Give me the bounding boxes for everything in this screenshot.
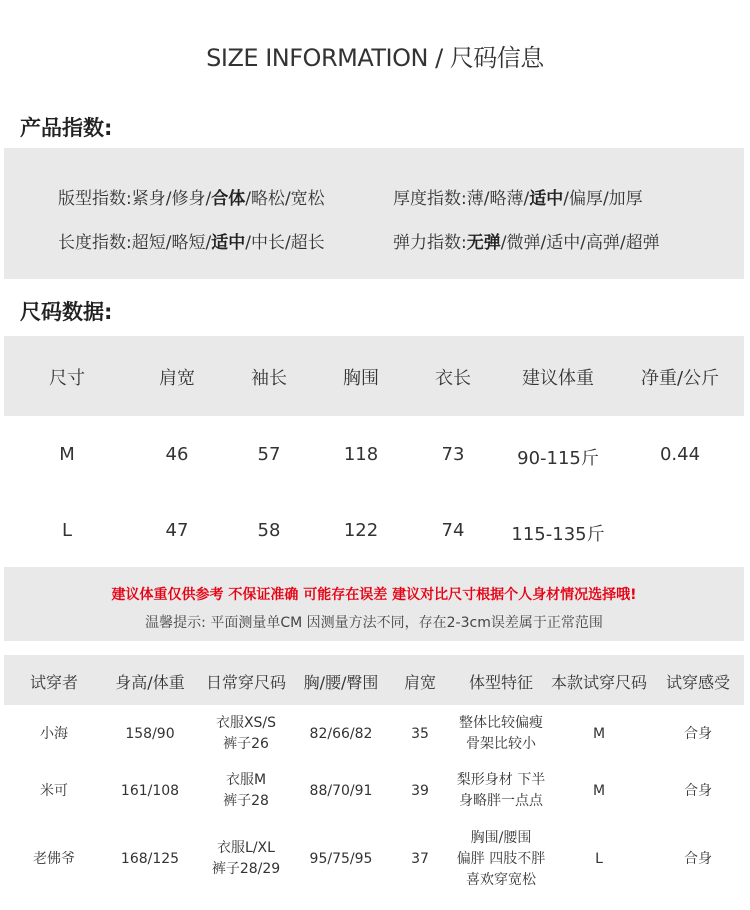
cell-line: 喜欢穿宽松 (465, 871, 536, 888)
cell-line: 裤子28 (223, 793, 269, 809)
index-option: 略薄 (489, 189, 524, 209)
index-option: 紧身 (131, 189, 166, 209)
index-label: 弹力指数: (393, 233, 467, 253)
size-cell: 57 (257, 444, 281, 465)
length-index: 长度指数:超短/略短/适中/中长/超长 (58, 233, 325, 253)
size-col-header: 尺寸 (49, 368, 85, 389)
thickness-index: 厚度指数:薄/略薄/适中/偏厚/加厚 (393, 189, 643, 209)
cell-line: 整体比较偏瘦 (459, 715, 543, 731)
weight-warning: 建议体重仅供参考 不保证准确 可能存在误差 建议对比尺寸根据个人身材情况选择哦! (111, 587, 637, 603)
try-cell-usual-size (212, 838, 280, 880)
cell-line: 衣服L/XL (217, 840, 275, 856)
try-cell-feel (684, 724, 712, 745)
try-cell-tried-size (593, 724, 605, 745)
size-cell: 46 (165, 444, 189, 465)
size-cell: 90-115斤 (517, 448, 599, 469)
index-option-selected: 适中 (529, 189, 564, 209)
try-col-header: 身高/体重 (115, 673, 185, 692)
size-notice (4, 567, 744, 641)
index-option: 宽松 (290, 189, 325, 209)
try-col-header: 体型特征 (468, 673, 534, 692)
index-option: 略短 (171, 233, 206, 253)
cell-line: 37 (411, 850, 429, 867)
cell-line: 小海 (40, 725, 68, 742)
try-cell-body (457, 828, 545, 891)
index-option: 加厚 (608, 189, 643, 209)
index-option-selected: 无弹 (466, 233, 501, 253)
cell-line: M (592, 725, 606, 742)
try-col-header: 本款试穿尺码 (550, 673, 648, 692)
try-cell-shoulder (411, 724, 429, 745)
try-cell-feel (684, 781, 712, 802)
cell-line: 衣服M (225, 772, 267, 788)
index-option: 偏厚 (568, 189, 603, 209)
try-cell-feel (684, 849, 712, 870)
index-option: 微弹 (506, 233, 541, 253)
cell-line: 衣服XS/S (215, 715, 277, 731)
size-cell: 74 (441, 520, 465, 541)
cell-line: 合身 (684, 850, 712, 867)
try-cell-bwh (310, 849, 373, 870)
cell-line: L (595, 850, 603, 867)
try-col-header: 试穿者 (29, 673, 79, 692)
size-cell: L (61, 520, 73, 541)
size-cell: 58 (257, 520, 281, 541)
cell-line: 裤子28/29 (211, 861, 281, 877)
size-cell: 115-135斤 (511, 524, 605, 545)
try-cell-name (40, 781, 68, 802)
try-cell-height-weight (121, 781, 179, 802)
cell-line: 老佛爷 (33, 850, 75, 867)
try-cell-tried-size (593, 781, 605, 802)
cell-line: 168/125 (120, 850, 180, 867)
table-row (4, 520, 744, 560)
size-table-header (4, 336, 744, 416)
try-cell-usual-size (223, 770, 269, 812)
size-cell: 73 (441, 444, 465, 465)
try-cell-tried-size (595, 849, 603, 870)
cell-line: 158/90 (125, 725, 175, 742)
index-option: 略松 (250, 189, 285, 209)
cell-line: 胸围/腰围 (470, 829, 532, 846)
measurement-tip: 温馨提示: 平面测量单CM 因测量方法不同，存在2-3cm误差属于正常范围 (145, 615, 603, 631)
try-cell-usual-size (216, 713, 276, 755)
cell-line: 35 (411, 725, 429, 742)
table-row (4, 826, 744, 892)
try-col-header: 试穿感受 (665, 673, 731, 692)
cell-line: 裤子26 (223, 736, 269, 752)
fit-index: 版型指数:紧身/修身/合体/略松/宽松 (58, 189, 325, 209)
size-cell: M (59, 444, 75, 465)
size-col-header: 肩宽 (159, 368, 195, 389)
size-cell: 47 (165, 520, 189, 541)
size-col-header: 袖长 (251, 368, 287, 389)
index-option: 超长 (290, 233, 325, 253)
try-cell-body (459, 713, 543, 755)
index-label: 版型指数: (58, 189, 132, 209)
try-cell-name (33, 849, 75, 870)
index-option: 修身 (171, 189, 206, 209)
index-option-selected: 适中 (211, 233, 246, 253)
index-option: 薄 (466, 189, 484, 209)
cell-line: 合身 (684, 725, 712, 742)
table-row (4, 444, 744, 484)
index-option: 高弹 (585, 233, 620, 253)
cell-line: 95/75/95 (309, 850, 373, 867)
cell-line: 身略胖一点点 (458, 793, 543, 809)
try-col-header: 胸/腰/臀围 (303, 673, 379, 692)
index-option: 超短 (131, 233, 166, 253)
index-label: 厚度指数: (393, 189, 467, 209)
product-index-panel (4, 148, 744, 279)
size-data-heading: 尺码数据: (20, 300, 113, 324)
size-col-header: 衣长 (435, 368, 471, 389)
size-cell: 122 (343, 520, 379, 541)
elasticity-index: 弹力指数:无弹/微弹/适中/高弹/超弹 (393, 233, 660, 253)
try-cell-shoulder (411, 781, 429, 802)
cell-line: 偏胖 四肢不胖 (456, 850, 546, 867)
size-col-header: 净重/公斤 (640, 368, 720, 389)
size-col-header: 建议体重 (522, 368, 594, 389)
index-option: 超弹 (625, 233, 660, 253)
index-option: 适中 (546, 233, 581, 253)
index-label: 长度指数: (58, 233, 132, 253)
try-cell-bwh (310, 781, 373, 802)
try-cell-height-weight (121, 849, 179, 870)
cell-line: 39 (411, 782, 429, 799)
try-cell-body (457, 770, 545, 812)
try-col-header: 日常穿尺码 (205, 673, 287, 692)
cell-line: 合身 (684, 782, 712, 799)
cell-line: 米可 (40, 782, 68, 799)
cell-line: 82/66/82 (309, 725, 373, 742)
cell-line: 88/70/91 (309, 782, 373, 799)
try-cell-name (40, 724, 68, 745)
page-title: SIZE INFORMATION / 尺码信息 (206, 44, 544, 72)
cell-line: 骨架比较小 (466, 736, 536, 752)
cell-line: 161/108 (120, 782, 180, 799)
index-option-selected: 合体 (211, 189, 246, 209)
table-row (4, 769, 744, 813)
cell-line: M (592, 782, 606, 799)
size-cell: 0.44 (659, 444, 701, 465)
size-cell: 118 (343, 444, 379, 465)
cell-line: 梨形身材 下半 (456, 772, 546, 788)
try-cell-shoulder (411, 849, 429, 870)
try-cell-height-weight (125, 724, 174, 745)
product-index-heading: 产品指数: (20, 116, 113, 140)
size-col-header: 胸围 (343, 368, 379, 389)
table-row (4, 712, 744, 756)
try-on-table-header (4, 655, 744, 705)
try-col-header: 肩宽 (403, 673, 437, 692)
index-option: 中长 (250, 233, 285, 253)
try-cell-bwh (310, 724, 373, 745)
